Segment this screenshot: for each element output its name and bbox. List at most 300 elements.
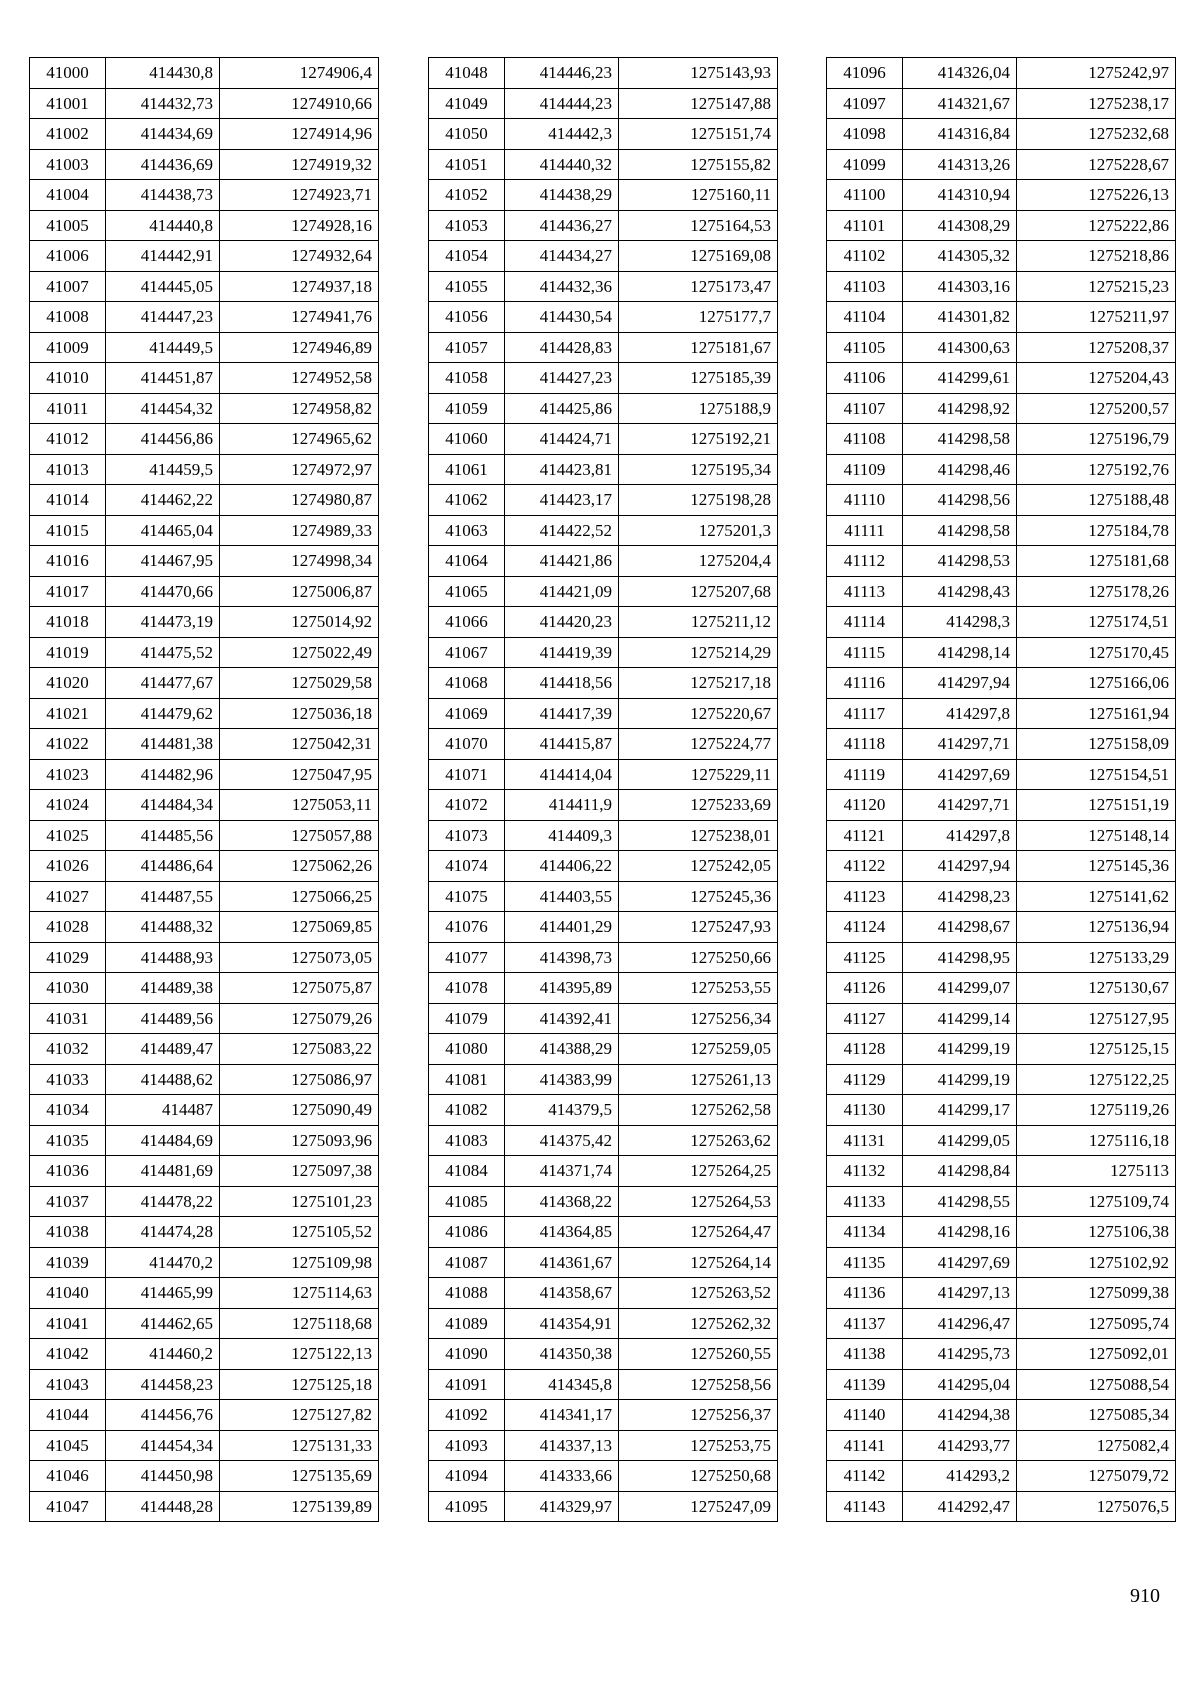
x-coordinate-cell: 414423,17: [505, 485, 619, 516]
x-coordinate-cell: 414489,47: [106, 1034, 220, 1065]
y-coordinate-cell: 1275238,17: [1017, 88, 1176, 119]
y-coordinate-cell: 1275125,18: [220, 1369, 379, 1400]
point-id-cell: 41004: [30, 180, 106, 211]
point-id-cell: 41093: [429, 1430, 505, 1461]
point-id-cell: 41111: [827, 515, 903, 546]
table-row: [30, 454, 379, 485]
point-id-cell: 41030: [30, 973, 106, 1004]
y-coordinate-cell: 1275207,68: [619, 576, 778, 607]
point-id-cell: 41026: [30, 851, 106, 882]
x-coordinate-cell: 414350,38: [505, 1339, 619, 1370]
x-coordinate-cell: 414462,22: [106, 485, 220, 516]
table-row: [429, 1247, 778, 1278]
y-coordinate-cell: 1274941,76: [220, 302, 379, 333]
x-coordinate-cell: 414415,87: [505, 729, 619, 760]
x-coordinate-cell: 414432,36: [505, 271, 619, 302]
x-coordinate-cell: 414296,47: [903, 1308, 1017, 1339]
x-coordinate-cell: 414479,62: [106, 698, 220, 729]
x-coordinate-cell: 414442,3: [505, 119, 619, 150]
table-row: [827, 1430, 1176, 1461]
x-coordinate-cell: 414392,41: [505, 1003, 619, 1034]
point-id-cell: 41124: [827, 912, 903, 943]
x-coordinate-cell: 414454,34: [106, 1430, 220, 1461]
x-coordinate-cell: 414403,55: [505, 881, 619, 912]
x-coordinate-cell: 414358,67: [505, 1278, 619, 1309]
y-coordinate-cell: 1275258,56: [619, 1369, 778, 1400]
table-row: [429, 424, 778, 455]
y-coordinate-cell: 1275073,05: [220, 942, 379, 973]
table-row: [827, 1278, 1176, 1309]
table-row: [429, 393, 778, 424]
x-coordinate-cell: 414460,2: [106, 1339, 220, 1370]
point-id-cell: 41052: [429, 180, 505, 211]
table-row: [30, 851, 379, 882]
y-coordinate-cell: 1275102,92: [1017, 1247, 1176, 1278]
y-coordinate-cell: 1275169,08: [619, 241, 778, 272]
table-row: [30, 1186, 379, 1217]
point-id-cell: 41086: [429, 1217, 505, 1248]
table-row: [827, 58, 1176, 89]
x-coordinate-cell: 414465,99: [106, 1278, 220, 1309]
y-coordinate-cell: 1275135,69: [220, 1461, 379, 1492]
point-id-cell: 41141: [827, 1430, 903, 1461]
y-coordinate-cell: 1275214,29: [619, 637, 778, 668]
point-id-cell: 41036: [30, 1156, 106, 1187]
point-id-cell: 41070: [429, 729, 505, 760]
table-row: [827, 271, 1176, 302]
x-coordinate-cell: 414420,23: [505, 607, 619, 638]
table-row: [827, 1217, 1176, 1248]
table-row: [30, 790, 379, 821]
table-row: [30, 973, 379, 1004]
table-row: [827, 668, 1176, 699]
y-coordinate-cell: 1275247,93: [619, 912, 778, 943]
point-id-cell: 41051: [429, 149, 505, 180]
table-row: [429, 729, 778, 760]
point-id-cell: 41009: [30, 332, 106, 363]
point-id-cell: 41020: [30, 668, 106, 699]
table-row: [30, 271, 379, 302]
table-row: [30, 149, 379, 180]
x-coordinate-cell: 414299,19: [903, 1064, 1017, 1095]
point-id-cell: 41066: [429, 607, 505, 638]
x-coordinate-cell: 414298,46: [903, 454, 1017, 485]
table-row: [827, 1461, 1176, 1492]
x-coordinate-cell: 414478,22: [106, 1186, 220, 1217]
y-coordinate-cell: 1275145,36: [1017, 851, 1176, 882]
table-row: [30, 515, 379, 546]
y-coordinate-cell: 1274919,32: [220, 149, 379, 180]
point-id-cell: 41107: [827, 393, 903, 424]
point-id-cell: 41003: [30, 149, 106, 180]
table-row: [429, 820, 778, 851]
y-coordinate-cell: 1274914,96: [220, 119, 379, 150]
x-coordinate-cell: 414341,17: [505, 1400, 619, 1431]
table-row: [827, 424, 1176, 455]
table-row: [429, 1095, 778, 1126]
x-coordinate-cell: 414450,98: [106, 1461, 220, 1492]
x-coordinate-cell: 414442,91: [106, 241, 220, 272]
point-id-cell: 41046: [30, 1461, 106, 1492]
point-id-cell: 41035: [30, 1125, 106, 1156]
point-id-cell: 41101: [827, 210, 903, 241]
x-coordinate-cell: 414409,3: [505, 820, 619, 851]
table-row: [827, 576, 1176, 607]
y-coordinate-cell: 1275127,95: [1017, 1003, 1176, 1034]
y-coordinate-cell: 1275113: [1017, 1156, 1176, 1187]
y-coordinate-cell: 1275181,67: [619, 332, 778, 363]
table-row: [429, 1003, 778, 1034]
x-coordinate-cell: 414446,23: [505, 58, 619, 89]
x-coordinate-cell: 414422,52: [505, 515, 619, 546]
x-coordinate-cell: 414465,04: [106, 515, 220, 546]
table-row: [30, 58, 379, 89]
table-row: [827, 820, 1176, 851]
x-coordinate-cell: 414398,73: [505, 942, 619, 973]
y-coordinate-cell: 1274937,18: [220, 271, 379, 302]
point-id-cell: 41131: [827, 1125, 903, 1156]
y-coordinate-cell: 1274932,64: [220, 241, 379, 272]
table-row: [429, 1064, 778, 1095]
x-coordinate-cell: 414297,8: [903, 698, 1017, 729]
table-row: [827, 1339, 1176, 1370]
x-coordinate-cell: 414488,62: [106, 1064, 220, 1095]
table-row: [827, 1491, 1176, 1522]
point-id-cell: 41110: [827, 485, 903, 516]
point-id-cell: 41074: [429, 851, 505, 882]
table-row: [827, 149, 1176, 180]
x-coordinate-cell: 414423,81: [505, 454, 619, 485]
table-row: [429, 1278, 778, 1309]
table-row: [827, 210, 1176, 241]
x-coordinate-cell: 414298,16: [903, 1217, 1017, 1248]
x-coordinate-cell: 414488,32: [106, 912, 220, 943]
x-coordinate-cell: 414418,56: [505, 668, 619, 699]
x-coordinate-cell: 414297,71: [903, 729, 1017, 760]
table-row: [30, 668, 379, 699]
point-id-cell: 41039: [30, 1247, 106, 1278]
x-coordinate-cell: 414456,76: [106, 1400, 220, 1431]
y-coordinate-cell: 1275224,77: [619, 729, 778, 760]
table-row: [827, 1095, 1176, 1126]
table-row: [30, 119, 379, 150]
x-coordinate-cell: 414411,9: [505, 790, 619, 821]
table-row: [827, 363, 1176, 394]
y-coordinate-cell: 1274906,4: [220, 58, 379, 89]
x-coordinate-cell: 414297,71: [903, 790, 1017, 821]
y-coordinate-cell: 1275131,33: [220, 1430, 379, 1461]
point-id-cell: 41135: [827, 1247, 903, 1278]
table-row: [827, 942, 1176, 973]
y-coordinate-cell: 1275215,23: [1017, 271, 1176, 302]
table-row: [827, 88, 1176, 119]
table-row: [30, 576, 379, 607]
table-row: [429, 1217, 778, 1248]
y-coordinate-cell: 1275247,09: [619, 1491, 778, 1522]
x-coordinate-cell: 414451,87: [106, 363, 220, 394]
y-coordinate-cell: 1275229,11: [619, 759, 778, 790]
x-coordinate-cell: 414421,86: [505, 546, 619, 577]
y-coordinate-cell: 1275262,58: [619, 1095, 778, 1126]
point-id-cell: 41130: [827, 1095, 903, 1126]
x-coordinate-cell: 414482,96: [106, 759, 220, 790]
x-coordinate-cell: 414295,73: [903, 1339, 1017, 1370]
y-coordinate-cell: 1275233,69: [619, 790, 778, 821]
y-coordinate-cell: 1275053,11: [220, 790, 379, 821]
y-coordinate-cell: 1275109,74: [1017, 1186, 1176, 1217]
x-coordinate-cell: 414419,39: [505, 637, 619, 668]
table-row: [30, 1430, 379, 1461]
point-id-cell: 41063: [429, 515, 505, 546]
point-id-cell: 41045: [30, 1430, 106, 1461]
x-coordinate-cell: 414436,69: [106, 149, 220, 180]
point-id-cell: 41010: [30, 363, 106, 394]
y-coordinate-cell: 1275181,68: [1017, 546, 1176, 577]
x-coordinate-cell: 414406,22: [505, 851, 619, 882]
table-row: [30, 1369, 379, 1400]
table-row: [429, 759, 778, 790]
x-coordinate-cell: 414354,91: [505, 1308, 619, 1339]
point-id-cell: 41055: [429, 271, 505, 302]
y-coordinate-cell: 1274958,82: [220, 393, 379, 424]
y-coordinate-cell: 1275092,01: [1017, 1339, 1176, 1370]
point-id-cell: 41079: [429, 1003, 505, 1034]
y-coordinate-cell: 1275226,13: [1017, 180, 1176, 211]
point-id-cell: 41006: [30, 241, 106, 272]
point-id-cell: 41047: [30, 1491, 106, 1522]
point-id-cell: 41033: [30, 1064, 106, 1095]
table-row: [429, 942, 778, 973]
x-coordinate-cell: 414297,13: [903, 1278, 1017, 1309]
point-id-cell: 41060: [429, 424, 505, 455]
table-row: [429, 881, 778, 912]
point-id-cell: 41017: [30, 576, 106, 607]
point-id-cell: 41018: [30, 607, 106, 638]
table-row: [827, 302, 1176, 333]
table-row: [827, 729, 1176, 760]
y-coordinate-cell: 1275116,18: [1017, 1125, 1176, 1156]
table-row: [30, 332, 379, 363]
x-coordinate-cell: 414470,66: [106, 576, 220, 607]
x-coordinate-cell: 414321,67: [903, 88, 1017, 119]
table-row: [30, 485, 379, 516]
table-row: [429, 515, 778, 546]
x-coordinate-cell: 414436,27: [505, 210, 619, 241]
table-row: [429, 149, 778, 180]
x-coordinate-cell: 414383,99: [505, 1064, 619, 1095]
point-id-cell: 41080: [429, 1034, 505, 1065]
point-id-cell: 41065: [429, 576, 505, 607]
point-id-cell: 41025: [30, 820, 106, 851]
point-id-cell: 41099: [827, 149, 903, 180]
y-coordinate-cell: 1275136,94: [1017, 912, 1176, 943]
point-id-cell: 41001: [30, 88, 106, 119]
point-id-cell: 41007: [30, 271, 106, 302]
coordinate-table-1: [29, 57, 379, 1522]
table-row: [30, 393, 379, 424]
x-coordinate-cell: 414298,56: [903, 485, 1017, 516]
x-coordinate-cell: 414298,55: [903, 1186, 1017, 1217]
point-id-cell: 41133: [827, 1186, 903, 1217]
point-id-cell: 41129: [827, 1064, 903, 1095]
x-coordinate-cell: 414459,5: [106, 454, 220, 485]
y-coordinate-cell: 1275042,31: [220, 729, 379, 760]
x-coordinate-cell: 414298,3: [903, 607, 1017, 638]
y-coordinate-cell: 1275220,67: [619, 698, 778, 729]
y-coordinate-cell: 1275184,78: [1017, 515, 1176, 546]
x-coordinate-cell: 414456,86: [106, 424, 220, 455]
x-coordinate-cell: 414301,82: [903, 302, 1017, 333]
y-coordinate-cell: 1275062,26: [220, 851, 379, 882]
table-row: [429, 1400, 778, 1431]
table-row: [429, 88, 778, 119]
point-id-cell: 41050: [429, 119, 505, 150]
y-coordinate-cell: 1275188,48: [1017, 485, 1176, 516]
y-coordinate-cell: 1275177,7: [619, 302, 778, 333]
x-coordinate-cell: 414424,71: [505, 424, 619, 455]
table-row: [30, 241, 379, 272]
x-coordinate-cell: 414297,94: [903, 851, 1017, 882]
x-coordinate-cell: 414299,61: [903, 363, 1017, 394]
x-coordinate-cell: 414345,8: [505, 1369, 619, 1400]
x-coordinate-cell: 414298,67: [903, 912, 1017, 943]
point-id-cell: 41038: [30, 1217, 106, 1248]
table-row: [827, 790, 1176, 821]
point-id-cell: 41118: [827, 729, 903, 760]
point-id-cell: 41109: [827, 454, 903, 485]
x-coordinate-cell: 414298,58: [903, 515, 1017, 546]
point-id-cell: 41011: [30, 393, 106, 424]
point-id-cell: 41078: [429, 973, 505, 1004]
table-row: [827, 393, 1176, 424]
table-row: [429, 1491, 778, 1522]
y-coordinate-cell: 1275242,97: [1017, 58, 1176, 89]
y-coordinate-cell: 1275109,98: [220, 1247, 379, 1278]
table-row: [429, 58, 778, 89]
table-row: [429, 180, 778, 211]
table-row: [429, 607, 778, 638]
point-id-cell: 41068: [429, 668, 505, 699]
table-row: [429, 1308, 778, 1339]
x-coordinate-cell: 414308,29: [903, 210, 1017, 241]
y-coordinate-cell: 1275198,28: [619, 485, 778, 516]
x-coordinate-cell: 414299,14: [903, 1003, 1017, 1034]
y-coordinate-cell: 1275029,58: [220, 668, 379, 699]
point-id-cell: 41005: [30, 210, 106, 241]
point-id-cell: 41119: [827, 759, 903, 790]
point-id-cell: 41083: [429, 1125, 505, 1156]
x-coordinate-cell: 414447,23: [106, 302, 220, 333]
x-coordinate-cell: 414432,73: [106, 88, 220, 119]
x-coordinate-cell: 414473,19: [106, 607, 220, 638]
x-coordinate-cell: 414293,2: [903, 1461, 1017, 1492]
point-id-cell: 41139: [827, 1369, 903, 1400]
y-coordinate-cell: 1275192,76: [1017, 454, 1176, 485]
y-coordinate-cell: 1275174,51: [1017, 607, 1176, 638]
x-coordinate-cell: 414440,32: [505, 149, 619, 180]
point-id-cell: 41028: [30, 912, 106, 943]
x-coordinate-cell: 414462,65: [106, 1308, 220, 1339]
table-row: [30, 210, 379, 241]
point-id-cell: 41087: [429, 1247, 505, 1278]
y-coordinate-cell: 1275253,75: [619, 1430, 778, 1461]
point-id-cell: 41053: [429, 210, 505, 241]
point-id-cell: 41091: [429, 1369, 505, 1400]
table-row: [429, 1461, 778, 1492]
y-coordinate-cell: 1275188,9: [619, 393, 778, 424]
point-id-cell: 41015: [30, 515, 106, 546]
point-id-cell: 41115: [827, 637, 903, 668]
x-coordinate-cell: 414438,29: [505, 180, 619, 211]
point-id-cell: 41048: [429, 58, 505, 89]
table-row: [827, 973, 1176, 1004]
x-coordinate-cell: 414487: [106, 1095, 220, 1126]
y-coordinate-cell: 1275086,97: [220, 1064, 379, 1095]
table-row: [827, 851, 1176, 882]
table-row: [30, 942, 379, 973]
y-coordinate-cell: 1274910,66: [220, 88, 379, 119]
x-coordinate-cell: 414298,14: [903, 637, 1017, 668]
table-row: [30, 1125, 379, 1156]
point-id-cell: 41023: [30, 759, 106, 790]
table-row: [30, 1400, 379, 1431]
y-coordinate-cell: 1275264,47: [619, 1217, 778, 1248]
table-row: [30, 546, 379, 577]
y-coordinate-cell: 1275217,18: [619, 668, 778, 699]
point-id-cell: 41061: [429, 454, 505, 485]
y-coordinate-cell: 1275242,05: [619, 851, 778, 882]
y-coordinate-cell: 1275264,53: [619, 1186, 778, 1217]
x-coordinate-cell: 414470,2: [106, 1247, 220, 1278]
table-row: [429, 1369, 778, 1400]
y-coordinate-cell: 1275218,86: [1017, 241, 1176, 272]
y-coordinate-cell: 1275204,4: [619, 546, 778, 577]
x-coordinate-cell: 414298,58: [903, 424, 1017, 455]
y-coordinate-cell: 1275130,67: [1017, 973, 1176, 1004]
point-id-cell: 41138: [827, 1339, 903, 1370]
table-row: [827, 332, 1176, 363]
point-id-cell: 41096: [827, 58, 903, 89]
y-coordinate-cell: 1274989,33: [220, 515, 379, 546]
table-row: [827, 637, 1176, 668]
x-coordinate-cell: 414427,23: [505, 363, 619, 394]
table-row: [30, 363, 379, 394]
table-row: [30, 1156, 379, 1187]
table-row: [827, 515, 1176, 546]
point-id-cell: 41098: [827, 119, 903, 150]
point-id-cell: 41044: [30, 1400, 106, 1431]
x-coordinate-cell: 414298,84: [903, 1156, 1017, 1187]
x-coordinate-cell: 414486,64: [106, 851, 220, 882]
x-coordinate-cell: 414487,55: [106, 881, 220, 912]
table-row: [827, 1003, 1176, 1034]
y-coordinate-cell: 1275047,95: [220, 759, 379, 790]
y-coordinate-cell: 1275122,13: [220, 1339, 379, 1370]
y-coordinate-cell: 1275099,38: [1017, 1278, 1176, 1309]
y-coordinate-cell: 1275066,25: [220, 881, 379, 912]
y-coordinate-cell: 1275222,86: [1017, 210, 1176, 241]
y-coordinate-cell: 1275263,62: [619, 1125, 778, 1156]
y-coordinate-cell: 1275090,49: [220, 1095, 379, 1126]
x-coordinate-cell: 414434,69: [106, 119, 220, 150]
table-row: [30, 1339, 379, 1370]
point-id-cell: 41121: [827, 820, 903, 851]
point-id-cell: 41140: [827, 1400, 903, 1431]
x-coordinate-cell: 414310,94: [903, 180, 1017, 211]
point-id-cell: 41027: [30, 881, 106, 912]
x-coordinate-cell: 414299,17: [903, 1095, 1017, 1126]
y-coordinate-cell: 1275256,34: [619, 1003, 778, 1034]
